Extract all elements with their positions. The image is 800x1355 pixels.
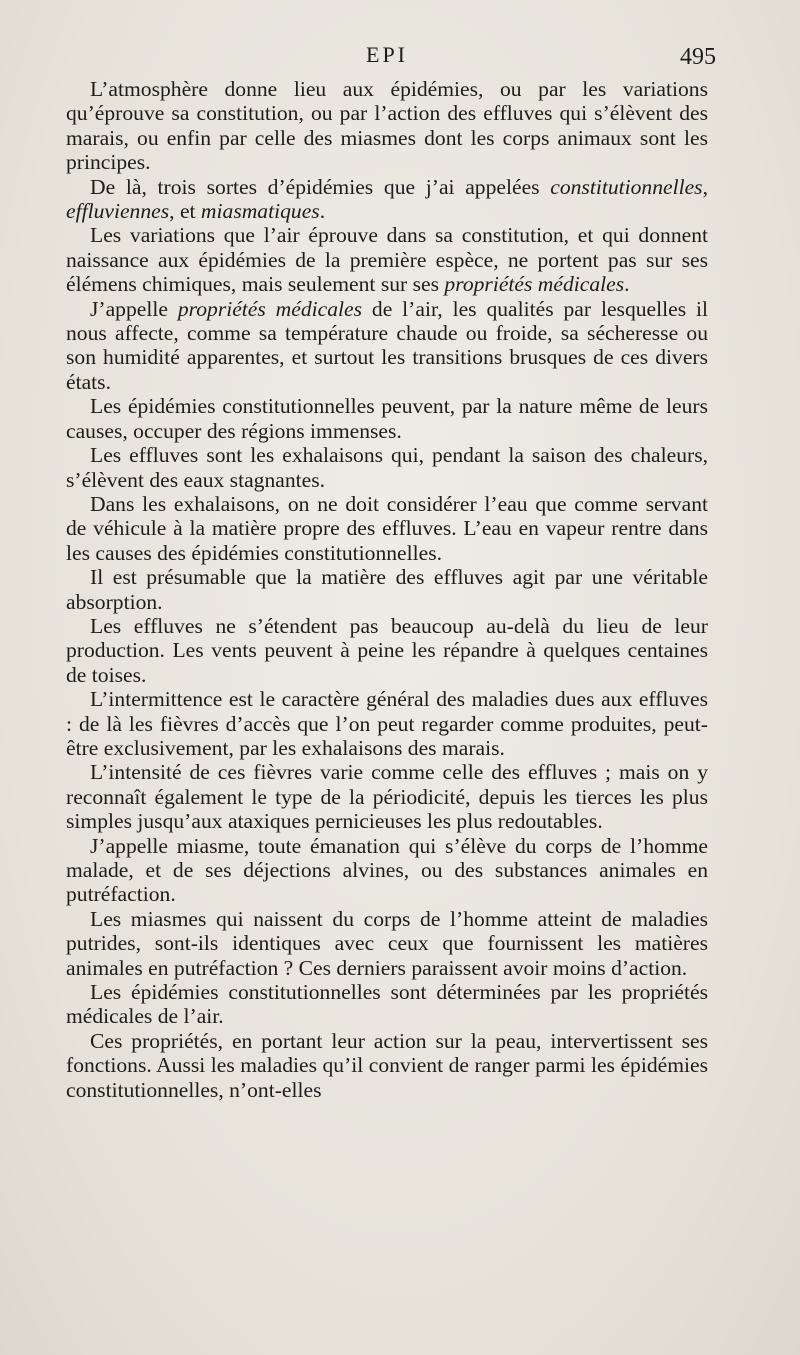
italic-term: propriétés médicales bbox=[177, 296, 363, 321]
italic-term: effluviennes bbox=[66, 199, 170, 224]
italic-term: constitutionnelles bbox=[550, 174, 703, 199]
paragraph bbox=[66, 980, 708, 1029]
body-text bbox=[66, 77, 708, 1102]
running-head: EPI bbox=[366, 42, 408, 67]
italic-term: propriétés médicales bbox=[444, 272, 625, 297]
text-run: de l’air, les qualités par lesquelles il nous affecte, comme sa température chaude ou froide, sa sécheresse ou son humidité apparentes, et surtout les transitions brusques de ces divers états. bbox=[66, 296, 708, 394]
paragraph bbox=[66, 223, 708, 296]
text-run: Les miasmes qui naissent du corps de l’homme atteint de maladies putrides, sont-ils identiques avec ceux que fournissent les matières animales en putréfaction ? Ces derniers paraissent avoir moins d’action. bbox=[66, 906, 708, 980]
text-run: , bbox=[702, 174, 708, 199]
text-run: Les effluves ne s’étendent pas beaucoup au-delà du lieu de leur production. Les vents peuvent à peine les répandre à quelques centaines de toises. bbox=[66, 613, 708, 687]
paragraph bbox=[66, 614, 708, 687]
text-run: , et bbox=[169, 199, 201, 224]
paragraph bbox=[66, 77, 708, 175]
page-number: 495 bbox=[680, 44, 716, 70]
text-run: Il est présumable que la matière des effluves agit par une véritable absorption. bbox=[66, 565, 708, 614]
italic-term: miasmatiques bbox=[200, 199, 320, 224]
paragraph bbox=[66, 687, 708, 760]
paragraph bbox=[66, 565, 708, 614]
text-run: Les épidémies constitutionnelles peuvent, par la nature même de leurs causes, occuper des régions immenses. bbox=[66, 394, 708, 443]
paragraph bbox=[66, 394, 708, 443]
text-run: L’intermittence est le caractère général des maladies dues aux effluves : de là les fièvres d’accès que l’on peut regarder comme produites, peut-être exclusivement, par les exhalaisons des marais. bbox=[66, 687, 708, 760]
paragraph bbox=[66, 443, 708, 492]
text-run: J’appelle bbox=[90, 296, 178, 321]
text-run: Ces propriétés, en portant leur action sur la peau, intervertissent ses fonctions. Aussi les maladies qu’il convient de ranger parmi les épidémies constitutionnelles, n’ont-elles bbox=[66, 1028, 708, 1102]
text-run: Les effluves sont les exhalaisons qui, pendant la saison des chaleurs, s’élèvent des eaux stagnantes. bbox=[66, 443, 708, 492]
paragraph bbox=[66, 492, 708, 565]
text-run: . bbox=[624, 272, 630, 297]
text-run: De là, trois sortes d’épidémies que j’ai appelées bbox=[90, 174, 551, 199]
paragraph bbox=[66, 907, 708, 980]
text-run: L’intensité de ces fièvres varie comme celle des effluves ; mais on y reconnaît également le type de la périodicité, depuis les tierces les plus simples jusqu’aux ataxiques pernicieuses les plus redoutables. bbox=[66, 760, 708, 834]
text-run: Les épidémies constitutionnelles sont déterminées par les propriétés médicales de l’air. bbox=[66, 980, 708, 1029]
text-run: J’appelle miasme, toute émanation qui s’élève du corps de l’homme malade, et de ses déjections alvines, ou des substances animales en putréfaction. bbox=[66, 833, 708, 907]
paragraph bbox=[66, 834, 708, 907]
paragraph bbox=[66, 175, 708, 224]
text-run: . bbox=[319, 199, 326, 224]
paragraph bbox=[66, 1029, 708, 1102]
paragraph bbox=[66, 760, 708, 833]
page-header bbox=[66, 42, 716, 76]
text-run: Dans les exhalaisons, on ne doit considérer l’eau que comme servant de véhicule à la matière propre des effluves. L’eau en vapeur rentre dans les causes des épidémies constitutionnelles. bbox=[66, 491, 708, 565]
text-run: L’atmosphère donne lieu aux épidémies, ou par les variations qu’éprouve sa constitution, ou par l’action des effluves qui s’élèvent des marais, ou enfin par celle des miasmes dont les corps animaux sont les principes. bbox=[66, 77, 708, 175]
paragraph bbox=[66, 297, 708, 395]
text-run: Les variations que l’air éprouve dans sa constitution, et qui donnent naissance aux épidémies de la première espèce, ne portent pas sur ses élémens chimiques, mais seulement sur ses bbox=[66, 223, 708, 297]
